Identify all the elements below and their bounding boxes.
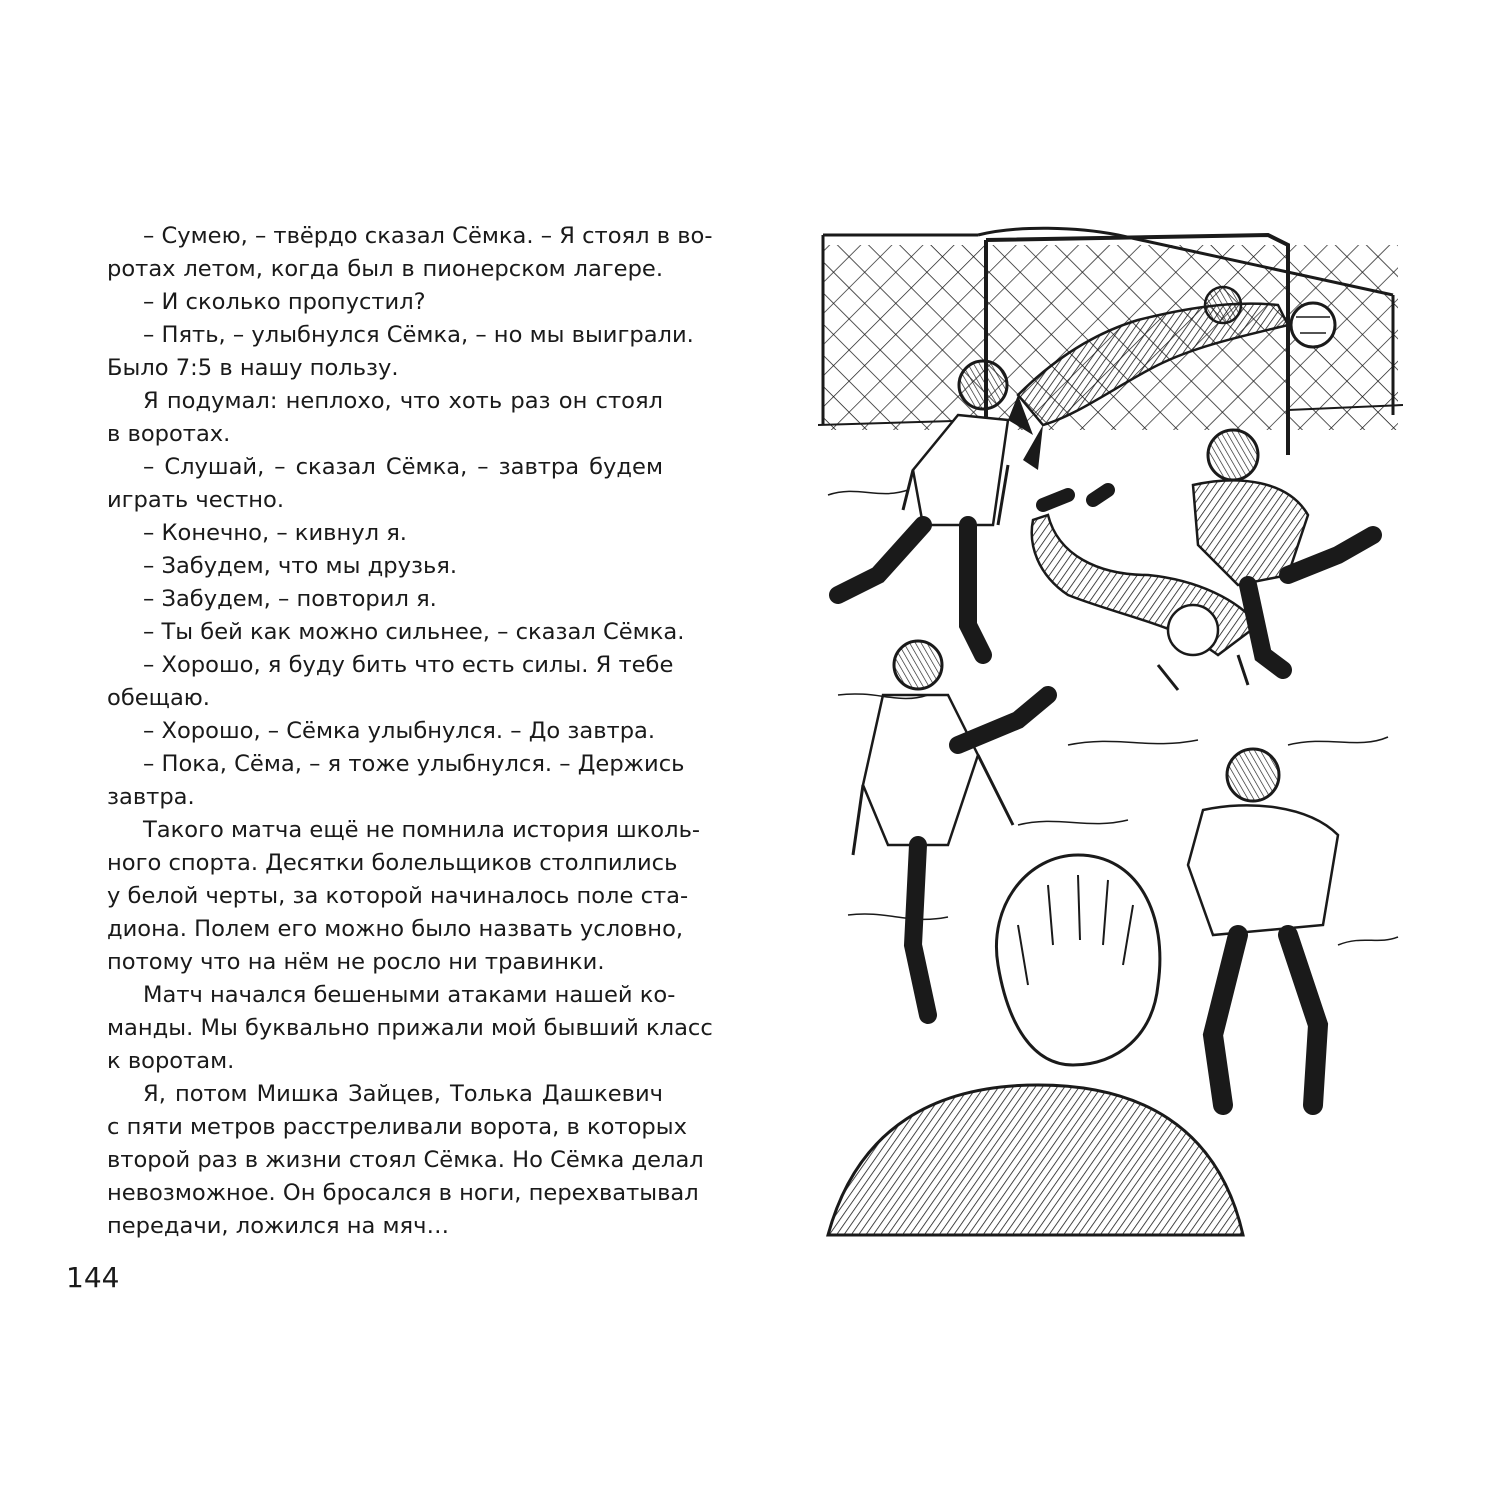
text-line: – Слушай, – сказал Сёмка, – завтра будем bbox=[143, 454, 663, 480]
text-line: ротах летом, когда был в пионерском лагере. bbox=[107, 256, 663, 282]
football-illustration bbox=[818, 225, 1403, 1240]
book-text bbox=[107, 220, 713, 1243]
text-line: невозможное. Он бросался в ноги, перехватывал bbox=[107, 1180, 699, 1206]
text-line: манды. Мы буквально прижали мой бывший класс bbox=[107, 1015, 713, 1041]
text-line: завтра. bbox=[107, 784, 195, 810]
text-line: играть честно. bbox=[107, 487, 285, 513]
text-line: у белой черты, за которой начиналось поле ста- bbox=[107, 883, 689, 909]
text-line: ного спорта. Десятки болельщиков столпились bbox=[107, 850, 678, 876]
text-line: Я, потом Мишка Зайцев, Толька Дашкевич bbox=[143, 1081, 663, 1107]
text-line: – И сколько пропустил? bbox=[143, 289, 426, 315]
text-line: Такого матча ещё не помнила история школь- bbox=[143, 817, 701, 843]
text-line: – Забудем, что мы друзья. bbox=[143, 553, 458, 579]
text-line: – Пять, – улыбнулся Сёмка, – но мы выиграли. bbox=[143, 322, 694, 348]
text-line: – Хорошо, я буду бить что есть силы. Я тебе bbox=[143, 652, 674, 678]
text-line: – Пока, Сёма, – я тоже улыбнулся. – Держись bbox=[143, 751, 685, 777]
text-line: Матч начался бешеными атаками нашей ко- bbox=[143, 982, 676, 1008]
text-line: – Ты бей как можно сильнее, – сказал Сёмка. bbox=[143, 619, 685, 645]
text-line: диона. Полем его можно было назвать условно, bbox=[107, 916, 684, 942]
text-line: Я подумал: неплохо, что хоть раз он стоял bbox=[143, 388, 663, 414]
text-line: с пяти метров расстреливали ворота, в которых bbox=[107, 1114, 687, 1140]
text-line: второй раз в жизни стоял Сёмка. Но Сёмка делал bbox=[107, 1147, 704, 1173]
text-line: – Конечно, – кивнул я. bbox=[143, 520, 407, 546]
foreground-spectator bbox=[828, 855, 1243, 1235]
text-line: потому что на нём не росло ни травинки. bbox=[107, 949, 605, 975]
player-figure bbox=[1188, 749, 1338, 1105]
text-line: обещаю. bbox=[107, 685, 210, 711]
page-number: 144 bbox=[66, 1261, 120, 1294]
text-line: – Забудем, – повторил я. bbox=[143, 586, 437, 612]
text-line: к воротам. bbox=[107, 1048, 235, 1074]
text-line: Было 7:5 в нашу пользу. bbox=[107, 355, 399, 381]
text-line: передачи, ложился на мяч… bbox=[107, 1213, 450, 1239]
text-line: – Хорошо, – Сёмка улыбнулся. – До завтра. bbox=[143, 718, 656, 744]
text-line: в воротах. bbox=[107, 421, 231, 447]
text-line: – Сумею, – твёрдо сказал Сёмка. – Я стоял в во- bbox=[143, 223, 713, 249]
